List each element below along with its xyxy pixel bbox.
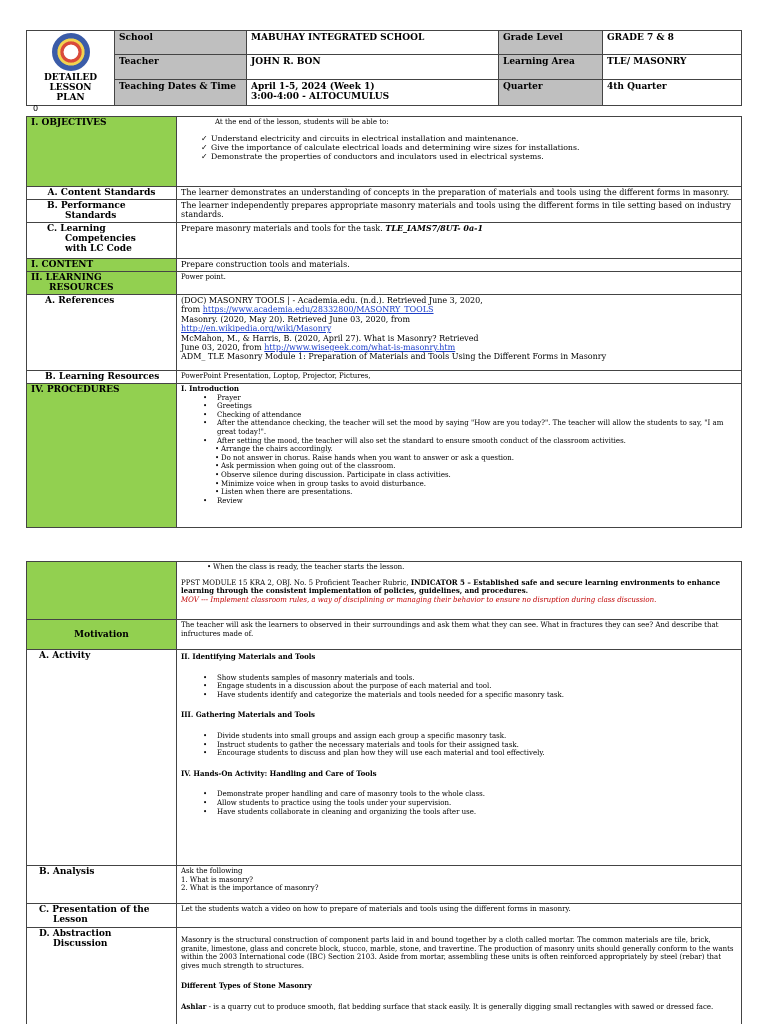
stone-masonry-heading: Different Types of Stone Masonry [181,981,312,991]
objective-item: ✓ Understand electricity and circuits in electrical installation and maintenance. [201,134,737,143]
procedure-item: • After the attendance checking, the teacher will set the mood by saying "How are you today?". The teacher will allow the students to say, "I am great today!". [203,419,737,436]
grade-level-value: GRADE 7 & 8 [603,31,742,55]
activity-section-heading: IV. Hands-On Activity: Handling and Care of Tools [181,768,377,778]
lesson-table-part1 [26,116,742,528]
reference-link-wisegeek[interactable]: http://www.wisegeek.com/what-is-masonry.htm [264,343,456,353]
teaching-dates-value [247,79,499,105]
ppst-prefix: PPST MODULE 15 KRA 2, OBJ. No. 5 Proficient Teacher Rubric, [181,578,411,587]
rule-item: • Ask permission when going out of the classroom. [215,462,737,471]
rule-item: • Observe silence during discussion. Participate in class activities. [215,471,737,480]
school-label: School [115,31,247,55]
competencies-label-line1: C. Learning [47,224,106,234]
performance-label-line2: Standards [65,211,117,221]
activity-item: • Demonstrate proper handling and care of masonry tools to the whole class. [203,790,737,799]
reference-line [181,343,737,352]
motivation-label: Motivation [27,620,177,650]
reference-line: McMahon, M., & Harris, B. (2020, April 27). What is Masonry? Retrieved [181,333,479,343]
learning-materials-text: PowerPoint Presentation, Loptop, Projector, Pictures, [177,371,742,384]
performance-standards-label [27,200,177,223]
procedure-item: • After setting the mood, the teacher will also set the standard to ensure smooth conduct of the classroom activities. [203,437,737,446]
procedures-continued-label [27,562,177,620]
objective-item: ✓ Give the importance of calculate electrical loads and determining wire sizes for installations. [201,143,737,152]
mov-note: MOV --- Implement classroom rules, a way of disciplining or managing their behavior to ensure no disruption during class discussion. [181,595,657,604]
activity-label: A. Activity [27,650,177,866]
references-cell [177,295,742,371]
logo-text-line3: PLAN [56,93,85,103]
content-standards-text: The learner demonstrates an understanding of concepts in the preparation of materials and tools using the different forms in masonry. [177,187,742,200]
content-text: Prepare construction tools and materials. [177,259,742,272]
teaching-dates-line1: April 1-5, 2024 (Week 1) [251,81,375,92]
teacher-label: Teacher [115,55,247,79]
reference-line: (DOC) MASONRY TOOLS | - Academia.edu. (n.d.). Retrieved June 3, 2020, [181,296,483,305]
objectives-cell [177,117,742,187]
activity-section-heading: III. Gathering Materials and Tools [181,710,315,720]
reference-prefix: from [181,305,203,315]
analysis-line: Ask the following [181,867,243,875]
ashlar-definition [181,1003,737,1012]
ashlar-text: - is a quarry cut to produce smooth, flat bedding surface that stack easily. It is generally digging small rectangles with sawed or dressed face. [206,1002,714,1011]
learning-resources-line1: II. LEARNING [31,273,102,283]
competencies-cell [177,223,742,259]
procedure-item: • Review [203,497,737,506]
activity-item: • Allow students to practice using the tools under your supervision. [203,799,737,808]
activity-item: • Have students collaborate in cleaning and organizing the tools after use. [203,808,737,817]
presentation-label-line2: Lesson [53,915,88,925]
ppst-indicator-bold: INDICATOR 5 – Established safe and secure learning environments to enhance learning through the consistent implementation of policies, guidelines, and procedures. [181,577,721,596]
content-standards-label: A. Content Standards [27,187,177,200]
activity-item: • Instruct students to gather the necessary materials and tools for their assigned task. [203,741,737,750]
reference-line: ADM_ TLE Masonry Module 1: Preparation of Materials and Tools Using the Different Forms in Masonry [181,352,607,362]
learning-resources-label [27,272,177,295]
quarter-value: 4th Quarter [603,79,742,105]
abstraction-label-line2: Discussion [53,939,108,949]
logo-text-line2: LESSON [49,83,92,93]
motivation-text: The teacher will ask the learners to observed in their surroundings and ask them what they can see. What in fractures they can see? And describe that infructures made of. [177,620,742,650]
analysis-line: 2. What is the importance of masonry? [181,884,319,893]
activity-list [203,732,737,758]
reference-prefix: June 03, 2020, from [181,343,265,353]
teaching-dates-line2: 3:00-4:00 - ALTOCUMULUS [251,91,390,102]
learning-resources-text: Power point. [177,272,742,295]
analysis-cell [177,866,742,904]
reference-link-wikipedia[interactable]: http://en.wikipedia.org/wiki/Masonry [181,324,332,334]
rule-item: • Do not answer in chorus. Raise hands when you want to answer or ask a question. [215,454,737,463]
procedures-label: IV. PROCEDURES [27,384,177,528]
header-table [26,30,742,106]
activity-section-heading: II. Identifying Materials and Tools [181,652,316,661]
logo-cell [27,31,115,106]
lesson-table-part2 [26,561,742,1024]
procedures-list [203,394,737,446]
ppst-indicator [181,579,737,596]
reference-line: Masonry. (2020, May 20). Retrieved June 03, 2020, from [181,314,411,324]
procedure-item: • Prayer [203,394,737,403]
competencies-label-line3: with LC Code [65,244,132,254]
reference-line [181,305,737,314]
rule-item: • Arrange the chairs accordingly. [215,445,737,454]
learning-area-label: Learning Area [499,55,603,79]
objectives-list [201,134,737,161]
activity-item: • Have students identify and categorize the materials and tools needed for a specific masonry task. [203,691,737,700]
presentation-label [27,904,177,928]
abstraction-label-line1: D. Abstraction [39,929,112,939]
logo-text-line1: DETAILED [43,73,98,83]
content-label: I. CONTENT [27,259,177,272]
stray-zero-text: 0 [33,104,39,113]
performance-standards-text: The learner independently prepares appropriate masonry materials and tools using the different forms in tile setting based on industry standards. [177,200,742,223]
presentation-text: Let the students watch a video on how to prepare of materials and tools using the different forms in masonry. [177,904,742,928]
presentation-label-line1: C. Presentation of the [39,905,150,915]
objectives-label: I. OBJECTIVES [27,117,177,187]
rule-item: • Minimize voice when in group tasks to avoid disturbance. [215,480,737,489]
procedure-item: • Greetings [203,402,737,411]
learning-area-value: TLE/ MASONRY [603,55,742,79]
activity-item: • Show students samples of masonry materials and tools. [203,674,737,683]
ready-item: • When the class is ready, the teacher starts the lesson. [207,563,737,572]
ashlar-term: Ashlar [181,1001,207,1011]
competencies-label-line2: Competencies [65,234,136,244]
abstraction-cell [177,928,742,1024]
procedures-list-end [203,497,737,506]
activity-cell [177,650,742,866]
objective-item: ✓ Demonstrate the properties of conductors and inculators used in electrical systems. [201,152,737,161]
teacher-value: JOHN R. BON [247,55,499,79]
learning-materials-label: B. Learning Resources [27,371,177,384]
teaching-dates-label: Teaching Dates & Time [115,79,247,105]
ready-list [207,563,737,572]
activity-item: • Encourage students to discuss and plan how they will use each material and tool effectively. [203,749,737,758]
competencies-label [27,223,177,259]
grade-level-label: Grade Level [499,31,603,55]
competency-code: TLE_IAMS7/8UT- 0a-1 [385,223,484,233]
competencies-text: Prepare masonry materials and tools for the task. [181,224,383,233]
reference-link-academia[interactable]: https://www.academia.edu/28332800/MASONRY_TOOLS [202,305,434,315]
classroom-rules-list [215,445,737,497]
abstraction-label [27,928,177,1024]
performance-label-line1: B. Performance [47,201,126,211]
activity-list [203,674,737,700]
deped-seal-icon [52,33,90,71]
analysis-label: B. Analysis [27,866,177,904]
rule-item: • Listen when there are presentations. [215,488,737,497]
procedure-item: • Checking of attendance [203,411,737,420]
activity-list [203,790,737,816]
activity-item: • Divide students into small groups and assign each group a specific masonry task. [203,732,737,741]
procedures-cell [177,384,742,528]
indicator-cell [177,562,742,620]
analysis-line: 1. What is masonry? [181,875,254,884]
abstraction-paragraph: Masonry is the structural construction of component parts laid in and bound together by a cloth called mortar. The common materials are tile, brick, granite, limestone, glass and concrete block, stucco, marble, stone, and travertine. The production of masonry units should generally conform to the wants within the 2003 International code (IBC) Section 2103. Aside from mortar, assembling these units is often reinforced appropriately by steel (rebar) that gives much strength to structures. [181,936,734,970]
procedures-heading: I. Introduction [181,384,239,393]
learning-resources-line2: RESOURCES [49,283,114,293]
quarter-label: Quarter [499,79,603,105]
references-label: A. References [27,295,177,371]
objectives-intro: At the end of the lesson, students will be able to: [215,118,389,126]
activity-item: • Engage students in a discussion about the purpose of each material and tool. [203,682,737,691]
school-value: MABUHAY INTEGRATED SCHOOL [247,31,499,55]
